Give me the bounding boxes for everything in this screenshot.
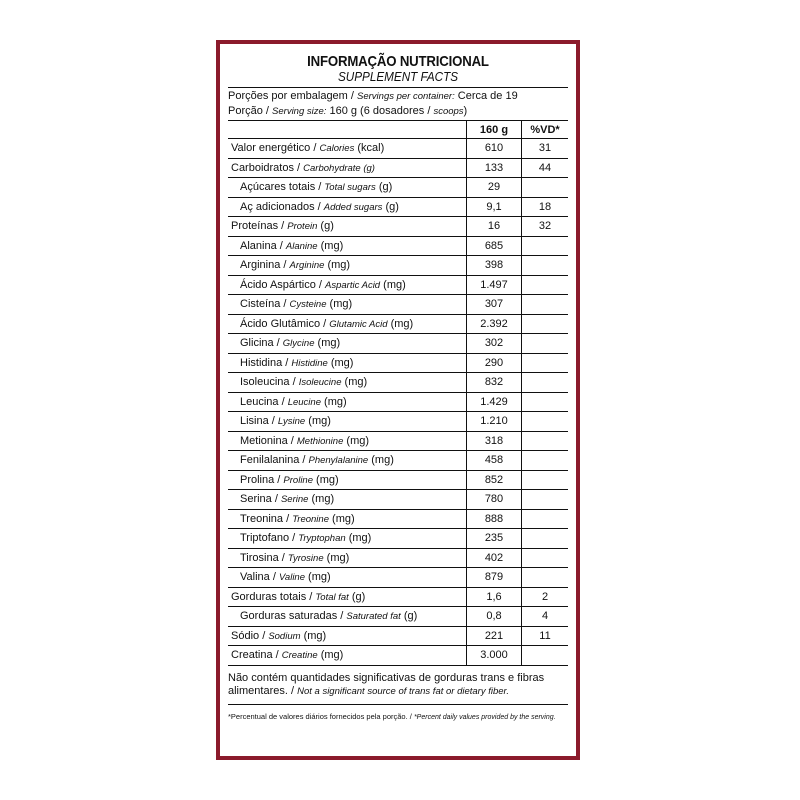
nutrient-dv: 44 bbox=[522, 158, 569, 178]
nutrient-amount: 318 bbox=[467, 431, 522, 451]
nutrient-dv bbox=[522, 353, 569, 373]
nutrient-name-pt: Açúcares totais / bbox=[240, 181, 325, 194]
nutrient-name bbox=[228, 587, 467, 607]
table-row bbox=[228, 256, 568, 276]
nutrient-dv bbox=[522, 451, 569, 471]
nutrient-dv: 11 bbox=[522, 626, 569, 646]
table-row bbox=[228, 626, 568, 646]
nutrient-name bbox=[228, 197, 467, 217]
table-row bbox=[228, 646, 568, 666]
table-row bbox=[228, 529, 568, 549]
table-row bbox=[228, 353, 568, 373]
nutrient-dv bbox=[522, 490, 569, 510]
nutrient-name-pt: Gorduras saturadas / bbox=[240, 610, 347, 623]
nutrient-unit: (mg) bbox=[305, 415, 331, 428]
table-row bbox=[228, 568, 568, 588]
nutrient-name-pt: Arginina / bbox=[240, 259, 290, 272]
nutrient-name bbox=[228, 490, 467, 510]
nutrient-name-en: Total sugars bbox=[324, 182, 376, 194]
nutrient-name-pt: Lisina / bbox=[240, 415, 278, 428]
nutrient-amount: 685 bbox=[467, 236, 522, 256]
nutrient-unit: (g) bbox=[317, 220, 334, 233]
nutrient-name bbox=[228, 236, 467, 256]
nutrient-unit: (mg) bbox=[300, 629, 327, 642]
nutrient-name-pt: Carboidratos / bbox=[231, 161, 304, 174]
nutrition-table bbox=[228, 120, 568, 666]
nutrient-name bbox=[228, 217, 467, 237]
nutrient-unit: (mg) bbox=[345, 532, 372, 545]
nutrient-unit: (mg) bbox=[380, 278, 406, 291]
nutrient-amount: 610 bbox=[467, 139, 522, 159]
nutrient-dv bbox=[522, 412, 569, 432]
nutrient-unit: (mg) bbox=[314, 337, 341, 350]
nutrient-amount: 888 bbox=[467, 509, 522, 529]
nutrient-amount: 16 bbox=[467, 217, 522, 237]
portion-scoops: scoops bbox=[433, 106, 464, 117]
nutrient-name-pt: Proteínas / bbox=[231, 220, 288, 233]
serving-info bbox=[228, 88, 568, 120]
nutrient-name-pt: Valina / bbox=[240, 571, 279, 584]
table-row bbox=[228, 392, 568, 412]
nutrient-unit: (mg) bbox=[313, 473, 339, 486]
nutrient-name-pt: Tirosina / bbox=[240, 551, 288, 564]
nutrient-name bbox=[228, 529, 467, 549]
table-row bbox=[228, 334, 568, 354]
nutrient-amount: 29 bbox=[467, 178, 522, 198]
nutrient-unit: (mg) bbox=[326, 298, 353, 311]
label-frame bbox=[216, 40, 580, 760]
table-row bbox=[228, 451, 568, 471]
nutrient-name bbox=[228, 353, 467, 373]
nutrient-amount: 832 bbox=[467, 373, 522, 393]
nutrient-unit: (mg) bbox=[305, 571, 331, 584]
nutrient-unit: (g) bbox=[382, 200, 399, 213]
nutrient-dv bbox=[522, 470, 569, 490]
portion-value: 160 g (6 dosadores / bbox=[326, 105, 434, 117]
header-dv: %VD* bbox=[522, 121, 569, 139]
nutrient-name-en: Histidine bbox=[291, 357, 328, 369]
nutrient-name-en: Serine bbox=[280, 494, 309, 506]
nutrient-dv bbox=[522, 295, 569, 315]
nutrient-name-en: Total fat bbox=[315, 591, 349, 603]
nutrient-unit: (g) bbox=[400, 610, 418, 623]
nutrient-name-pt: Ácido Aspártico / bbox=[240, 278, 325, 291]
nutrient-dv bbox=[522, 392, 569, 412]
nutrient-name bbox=[228, 373, 467, 393]
nutrient-name bbox=[228, 334, 467, 354]
nutrient-unit: (mg) bbox=[317, 239, 344, 252]
nutrient-name-pt: Metionina / bbox=[240, 434, 297, 447]
nutrient-name-en: Valine bbox=[278, 572, 305, 584]
nutrient-amount: 302 bbox=[467, 334, 522, 354]
nutrient-name-en: Arginine bbox=[289, 260, 325, 272]
servings-en: Servings per container: bbox=[357, 91, 455, 102]
table-row bbox=[228, 236, 568, 256]
trans-fat-footnote bbox=[228, 666, 568, 704]
nutrient-name-en: Glutamic Acid bbox=[329, 318, 388, 330]
table-row bbox=[228, 314, 568, 334]
nutrient-name-en: Phenylalanine bbox=[308, 455, 369, 467]
nutrient-name-en: Isoleucine bbox=[298, 377, 342, 389]
table-row bbox=[228, 275, 568, 295]
nutrient-unit: (kcal) bbox=[354, 142, 385, 155]
nutrient-dv: 32 bbox=[522, 217, 569, 237]
nutrient-name-en: Creatine bbox=[281, 650, 318, 662]
nutrient-amount: 1.429 bbox=[467, 392, 522, 412]
nutrient-unit: (mg) bbox=[327, 356, 354, 369]
nutrient-name-en: Leucine bbox=[287, 396, 321, 408]
nutrient-name-pt: Treonina / bbox=[240, 512, 293, 525]
nutrient-amount: 235 bbox=[467, 529, 522, 549]
nutrient-name bbox=[228, 607, 467, 627]
nutrient-unit: (mg) bbox=[308, 493, 335, 506]
nutrient-amount: 2.392 bbox=[467, 314, 522, 334]
nutrient-dv: 2 bbox=[522, 587, 569, 607]
nutrient-name bbox=[228, 646, 467, 666]
nutrient-name-en: Sodium bbox=[268, 630, 301, 642]
nutrient-name-pt: Histidina / bbox=[240, 356, 292, 369]
nutrient-unit: (mg) bbox=[387, 317, 414, 330]
nutrient-name-pt: Alanina / bbox=[240, 239, 286, 252]
nutrient-name-pt: Valor energético / bbox=[231, 142, 320, 155]
table-row bbox=[228, 158, 568, 178]
nutrient-amount: 3.000 bbox=[467, 646, 522, 666]
nutrient-name-en: Treonine bbox=[292, 513, 329, 525]
nutrient-dv bbox=[522, 548, 569, 568]
nutrient-amount: 1,6 bbox=[467, 587, 522, 607]
nutrient-name-pt: Isoleucina / bbox=[240, 376, 299, 389]
nutrient-name-pt: Glicina / bbox=[240, 337, 283, 350]
nutrient-name bbox=[228, 548, 467, 568]
nutrient-unit: (mg) bbox=[341, 376, 368, 389]
nutrient-name-pt: Aç adicionados / bbox=[240, 200, 324, 213]
nutrient-name-pt: Ácido Glutâmico / bbox=[240, 317, 330, 330]
nutrient-dv bbox=[522, 334, 569, 354]
serving-size bbox=[228, 104, 568, 119]
servings-per-container bbox=[228, 89, 568, 104]
nutrient-name bbox=[228, 178, 467, 198]
nutrient-dv bbox=[522, 568, 569, 588]
nutrient-name-en: Added sugars bbox=[323, 201, 383, 213]
nutrient-dv: 4 bbox=[522, 607, 569, 627]
nutrient-amount: 879 bbox=[467, 568, 522, 588]
table-row bbox=[228, 197, 568, 217]
nutrient-name bbox=[228, 412, 467, 432]
nutrient-unit: (g) bbox=[375, 181, 393, 194]
table-row bbox=[228, 509, 568, 529]
nutrient-dv bbox=[522, 256, 569, 276]
nutrient-amount: 1.210 bbox=[467, 412, 522, 432]
nutrient-name bbox=[228, 568, 467, 588]
portion-en: Serving size: bbox=[272, 106, 327, 117]
nutrient-dv: 31 bbox=[522, 139, 569, 159]
nutrient-dv bbox=[522, 646, 569, 666]
table-row bbox=[228, 607, 568, 627]
nutrient-name-en: Carbohydrate (g) bbox=[303, 162, 375, 174]
nutrient-amount: 0,8 bbox=[467, 607, 522, 627]
nutrient-amount: 402 bbox=[467, 548, 522, 568]
nutrient-amount: 307 bbox=[467, 295, 522, 315]
dv-footnote bbox=[228, 705, 568, 723]
nutrient-name-pt: Sódio / bbox=[231, 629, 269, 642]
nutrient-name bbox=[228, 451, 467, 471]
table-row bbox=[228, 412, 568, 432]
nutrition-label bbox=[220, 44, 576, 756]
nutrient-amount: 852 bbox=[467, 470, 522, 490]
nutrient-name-en: Cysteine bbox=[289, 299, 327, 311]
nutrient-name bbox=[228, 431, 467, 451]
nutrient-name-pt: Gorduras totais / bbox=[231, 590, 316, 603]
nutrient-name bbox=[228, 256, 467, 276]
nutrient-amount: 458 bbox=[467, 451, 522, 471]
header-amount: 160 g bbox=[467, 121, 522, 139]
nutrient-amount: 133 bbox=[467, 158, 522, 178]
nutrient-name bbox=[228, 139, 467, 159]
nutrient-name-en: Tryptophan bbox=[298, 533, 346, 545]
dv-note-pt: *Percentual de valores diários fornecidos pela porção. / bbox=[228, 711, 414, 721]
table-header-row bbox=[228, 121, 568, 139]
nutrient-name bbox=[228, 626, 467, 646]
nutrient-amount: 290 bbox=[467, 353, 522, 373]
portion-close: ) bbox=[463, 105, 468, 117]
footnote-en: Not a significant source of trans fat or dietary fiber. bbox=[297, 685, 510, 697]
table-row bbox=[228, 490, 568, 510]
dv-note-en: *Percent daily values provided by the serving. bbox=[413, 713, 556, 721]
servings-value: Cerca de 19 bbox=[454, 90, 518, 102]
nutrient-name bbox=[228, 275, 467, 295]
table-row bbox=[228, 431, 568, 451]
nutrient-amount: 780 bbox=[467, 490, 522, 510]
nutrient-name-pt: Prolina / bbox=[240, 473, 284, 486]
nutrient-dv bbox=[522, 509, 569, 529]
nutrient-unit: (mg) bbox=[368, 454, 394, 467]
nutrient-name bbox=[228, 392, 467, 412]
nutrient-unit: (mg) bbox=[324, 259, 351, 272]
nutrient-name-pt: Cisteína / bbox=[240, 298, 290, 311]
nutrient-dv bbox=[522, 314, 569, 334]
nutrient-name-pt: Leucina / bbox=[240, 395, 288, 408]
nutrient-dv bbox=[522, 431, 569, 451]
nutrient-unit: (mg) bbox=[323, 551, 350, 564]
nutrient-name bbox=[228, 509, 467, 529]
nutrient-unit: (g) bbox=[348, 590, 366, 603]
footnote-pt: Não contém quantidades significativas de gorduras trans e fibras alimentares. / bbox=[228, 671, 545, 697]
nutrient-dv bbox=[522, 275, 569, 295]
nutrient-name-en: Methionine bbox=[296, 435, 344, 447]
nutrient-name-en: Saturated fat bbox=[346, 611, 401, 623]
table-row bbox=[228, 178, 568, 198]
servings-pt: Porções por embalagem / bbox=[228, 90, 358, 102]
nutrient-name-pt: Fenilalanina / bbox=[240, 454, 309, 467]
label-subtitle: SUPPLEMENT FACTS bbox=[337, 69, 459, 84]
table-row bbox=[228, 548, 568, 568]
nutrient-amount: 1.497 bbox=[467, 275, 522, 295]
nutrient-name-pt: Triptofano / bbox=[240, 532, 299, 545]
nutrient-name-en: Aspartic Acid bbox=[325, 279, 381, 291]
table-row bbox=[228, 139, 568, 159]
nutrient-amount: 398 bbox=[467, 256, 522, 276]
nutrient-name-en: Protein bbox=[287, 221, 318, 233]
nutrient-dv bbox=[522, 529, 569, 549]
nutrient-name bbox=[228, 314, 467, 334]
nutrient-unit: (mg) bbox=[320, 395, 347, 408]
portion-pt: Porção / bbox=[228, 105, 273, 117]
table-row bbox=[228, 373, 568, 393]
nutrient-amount: 9,1 bbox=[467, 197, 522, 217]
nutrient-name bbox=[228, 470, 467, 490]
nutrient-name-pt: Serina / bbox=[240, 493, 281, 506]
nutrient-name-en: Proline bbox=[283, 474, 313, 486]
nutrient-unit: (mg) bbox=[328, 512, 355, 525]
nutrient-unit: (mg) bbox=[343, 434, 370, 447]
nutrient-name bbox=[228, 158, 467, 178]
table-row bbox=[228, 295, 568, 315]
nutrient-dv bbox=[522, 236, 569, 256]
nutrient-name-en: Lysine bbox=[277, 416, 306, 428]
nutrient-name bbox=[228, 295, 467, 315]
table-row bbox=[228, 587, 568, 607]
table-row bbox=[228, 470, 568, 490]
nutrient-amount: 221 bbox=[467, 626, 522, 646]
nutrient-dv bbox=[522, 373, 569, 393]
nutrient-name-pt: Creatina / bbox=[231, 649, 282, 662]
nutrient-name-en: Glycine bbox=[282, 338, 315, 350]
nutrient-name-en: Alanine bbox=[285, 240, 318, 252]
nutrient-unit: (mg) bbox=[317, 649, 344, 662]
label-title: INFORMAÇÃO NUTRICIONAL bbox=[307, 53, 489, 70]
nutrient-dv bbox=[522, 178, 569, 198]
nutrient-name-en: Calories bbox=[319, 143, 355, 155]
nutrient-dv: 18 bbox=[522, 197, 569, 217]
table-row bbox=[228, 217, 568, 237]
nutrient-name-en: Tyrosine bbox=[287, 552, 324, 564]
header-blank bbox=[228, 121, 467, 139]
